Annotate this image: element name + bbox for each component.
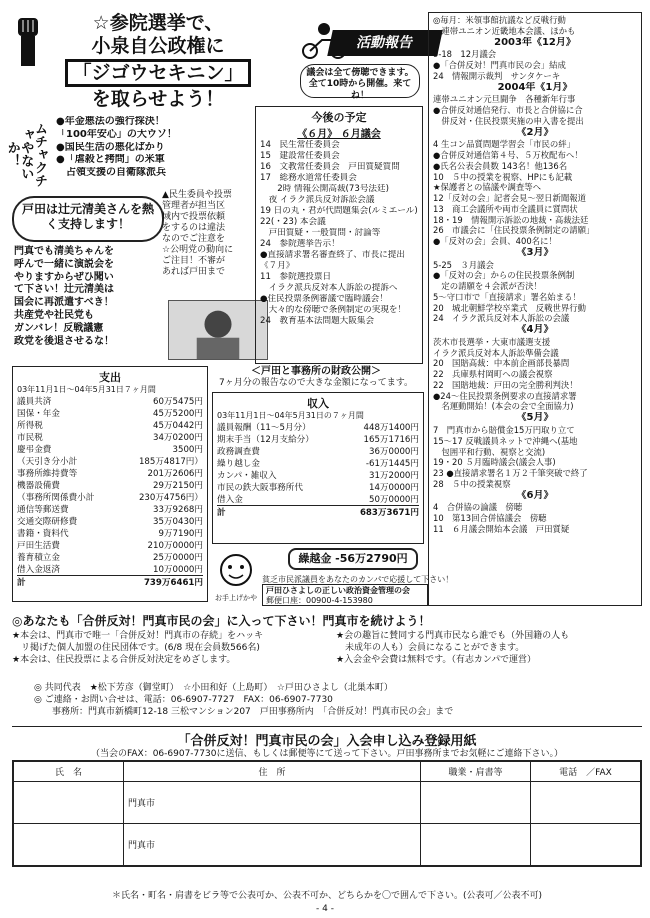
col-address: 住 所 (124, 762, 421, 782)
finance-label: 市民の鉄大阪事務所代 (217, 483, 303, 494)
finance-row (17, 467, 203, 479)
log-heading: 《2月》 (516, 126, 554, 138)
finance-amount: 50万0000円 (369, 495, 419, 506)
log-item: 名運動開始！(本会の会で全面協力) (433, 401, 574, 412)
finance-row (17, 455, 203, 467)
finance-amount: 185万4817円） (138, 457, 203, 468)
log-item: 4 生コン品質問題学習会「市民の絆」 (433, 139, 575, 150)
finance-amount: 34万0200円 (153, 433, 203, 444)
log-item: 茨木市長選挙・大東市議選支援 (433, 336, 551, 347)
log-item: 15～17 反戦議員ネットで沖縄へ(基地 (433, 435, 578, 446)
schedule-box (255, 106, 423, 364)
schedule-item: 24 参院選挙告示！ (260, 239, 340, 249)
log-item: ●氏名公表会員数 143名！他136名 (433, 160, 568, 171)
schedule-item: 22(・23) 本会議 (260, 217, 326, 227)
finance-label: （天引き分小計 (17, 457, 78, 468)
headline-line: を取らせよう！ (91, 88, 225, 111)
mascot-label: お手上げかや (215, 594, 257, 602)
log-item: 連帯ユニオン元旦闘争 各種新年行事 (433, 94, 576, 105)
finance-label: （事務所関係費小計 (17, 493, 95, 504)
income-table (212, 392, 424, 544)
finance-amount: 165万1716円 (363, 435, 419, 446)
form-footnote: ＊氏名・町名・肩書をビラ等で公表可か、公表不可か、どちらかを〇で囲んで下さい。(公表可／公表不可) (111, 891, 543, 901)
log-item: 4 合併協の論議 傍聴 (433, 502, 523, 513)
log-item: 22 兵庫県村岡町への議会視察 (433, 369, 553, 380)
headline-line: 小泉自公政権に (91, 34, 225, 57)
finance-label: 市民税 (17, 433, 43, 444)
finance-label: 交通交際研修費 (17, 517, 78, 528)
slogan-item: ●「虐殺と拷問」の米軍 (56, 154, 165, 166)
schedule-item: 戸田質疑・一般質問・討論等 (260, 228, 381, 238)
log-item: 23 ●直接請求署名１万２千筆突破で終了 (433, 468, 588, 479)
log-item: 定の請願を４会派が否決！ (433, 281, 542, 292)
mascot (214, 550, 258, 604)
fund-box (262, 584, 428, 606)
log-item: 19・20 ５月臨時議会(議会人事) (433, 457, 556, 468)
photo-note: ▲民生委員や投票 管理者が担当区 域内で投票依頼 をするのは違法 なのでご注意を ☆公明党の動向に ご注目！不審が あれば戸田まで (162, 190, 234, 277)
finance-row (17, 539, 203, 551)
log-item: 28 ５中の授業視察 (433, 478, 511, 489)
log-item: 7 門真市から賠償金15万円取り立て (433, 425, 575, 436)
fund-name: 戸田ひさよしの正しい政治資金管理の会 (266, 586, 410, 595)
log-item: ●「反対の会」からの住民投票条例制 (433, 270, 575, 281)
contact-info: ◎ ご連絡・お問い合せは、電話：06-6907-7727 FAX：06-6907-7730 事務所：門真市新橋町12-18 三松マンション207 戸田事務所内 「合併反対！門真市民の会」まで (34, 695, 454, 718)
portrait-photo (168, 300, 268, 360)
phone-field[interactable] (531, 824, 641, 866)
schedule-item: 19 日の丸・君が代問題集会(ルミエール) (260, 206, 418, 216)
finance-amount: 210万0000円 (147, 541, 203, 552)
schedule-item: ●直接請求署名審査終了、市長に提出 (260, 250, 405, 260)
schedule-item: 11 参院選投票日 (260, 272, 332, 282)
occupation-field[interactable] (421, 782, 531, 824)
finance-label: 養育積立金 (17, 553, 60, 564)
log-item: 5-25 ３月議会 (433, 259, 494, 270)
finance-row (17, 551, 203, 563)
schedule-item: 24 教育基本法問題大阪集会 (260, 316, 375, 326)
activity-log (428, 12, 642, 606)
finance-amount: 683万3671円 (359, 508, 419, 519)
finance-title: ＜戸田と事務所の財政公開＞ (251, 366, 381, 377)
schedule-item: 15 建設常任委員会 (260, 151, 340, 161)
log-item: 9-18 12月議会 (433, 49, 497, 60)
finance-label: 借入金返済 (17, 565, 60, 576)
finance-label: 期末手当（12月支給分） (217, 435, 314, 446)
finance-row (217, 469, 419, 481)
balance-carryover: 繰越金 -56万2790円 (288, 548, 418, 570)
log-item: ◎毎月：米領事館抗議など反戦行動 (433, 15, 566, 25)
finance-row (17, 563, 203, 575)
schedule-item: 大々的な傍聴で条例制定の実現を！ (260, 305, 407, 315)
finance-row (217, 445, 419, 457)
form-title: 「合併反対！門真市民の会」入会申し込み登録用紙 (12, 726, 642, 749)
occupation-field[interactable] (421, 824, 531, 866)
finance-row (17, 527, 203, 539)
log-item: イラク派兵反対本人訴訟準備会議 (433, 347, 559, 358)
finance-label: 政務調査費 (217, 447, 260, 458)
finance-amount: 448万1400円 (363, 423, 419, 434)
visitor-note: 議会は全て傍聴できます。全て10時から開催。来てね！ (300, 64, 420, 98)
finance-amount: 230万4756円） (138, 493, 203, 504)
schedule-item: 14 民生常任委員会 (260, 140, 340, 150)
log-item: ●「反対の会」会員、400名に！ (433, 236, 557, 247)
finance-label: カンパ・雑収入 (217, 471, 277, 482)
finance-note: 7ヶ月分の報告なので大きな金額になってます。 (218, 378, 413, 388)
finance-amount: 3500円 (172, 445, 203, 456)
log-item: ●「合併反対！門真市民の会」結成 (433, 60, 566, 71)
log-item: 26 市議会に「住民投票条例制定の請願」 (433, 225, 595, 236)
finance-row (17, 479, 203, 491)
finance-label: 議員共済 (17, 397, 52, 408)
slogan-item: ●年金悪法の強行採決！ (56, 116, 165, 127)
slogan-list (56, 116, 202, 180)
log-item: 13 商工会議所や両市全議員に質問状 (433, 203, 578, 214)
finance-amount: 45万5200円 (153, 409, 203, 420)
finance-amount: 201万2606円 (147, 469, 203, 480)
finance-row (17, 431, 203, 443)
log-item: 22 国賠地裁：戸田の完全勝利判決！ (433, 379, 578, 390)
join-heading: ◎あなたも「合併反対！門真市民の会」に入って下さい！門真市を続けよう！ (12, 614, 431, 628)
finance-label: 慶弔金費 (17, 445, 52, 456)
finance-amount: 45万0442円 (153, 421, 203, 432)
finance-amount: 14万0000円 (369, 483, 419, 494)
finance-row (17, 419, 203, 431)
income-title: 収入 (307, 397, 329, 410)
slogan-item: ●国民生活の悪化ばかり (56, 141, 165, 153)
log-item: 連帯ユニオン近畿地本会議、ほかも (433, 25, 576, 36)
finance-label: 戸田生活費 (17, 541, 60, 552)
expense-rows (17, 395, 203, 588)
log-heading: 《3月》 (516, 246, 554, 258)
schedule-item: 16 文教常任委員会 戸田質疑質問 (260, 162, 400, 172)
schedule-item: 《７月》 (260, 261, 295, 271)
raised-fist-icon (10, 14, 46, 70)
log-item: ●合併反対通信発行、市長と合併協に合 (433, 105, 583, 116)
address-field[interactable] (124, 782, 421, 824)
finance-label: 書籍・資料代 (17, 529, 69, 540)
log-item: 10 第13回合併協議会 傍聴 (433, 513, 547, 524)
log-item: 11 ６月議会開始本会議 戸田質疑 (433, 523, 570, 534)
name-field[interactable] (14, 824, 124, 866)
registration-form (12, 760, 642, 867)
schedule-item: 夜 イラク派兵反対訴訟会議 (260, 195, 375, 205)
col-name: 氏 名 (14, 762, 124, 782)
finance-row (217, 481, 419, 493)
finance-label: 機器設備費 (17, 481, 60, 492)
expense-period: 03年11月1日～04年5月31日７ヶ月間 (17, 385, 156, 394)
finance-amount: 739万6461円 (143, 578, 203, 589)
headline-line: 「ジゴウセキニン」 (65, 59, 250, 88)
finance-amount: -61万1445円 (365, 459, 419, 470)
city-prefix: 門真市 (128, 799, 156, 809)
col-phone: 電話 ／FAX (531, 762, 641, 782)
form-send-note: （当会のFAX：06-6907-7730に送信、もしくは郵便等にて送って下さい。戸田事務所までお気軽にご連絡下さい。） (91, 749, 563, 759)
log-item: 包囲平和行動、視察と交流) (433, 446, 546, 457)
log-item: 5～守口市で「直接請求」署名始まる！ (433, 291, 581, 302)
col-occupation: 職業・肩書等 (421, 762, 531, 782)
finance-label: 所得税 (17, 421, 43, 432)
schedule-list (260, 140, 418, 327)
log-heading: 《6月》 (516, 489, 554, 501)
join-notes-right: ★会の趣旨に賛同する門真市民なら誰でも（外国籍の人も 未成年の人も）会員になることができます。 ★入会金や会費は無料です。（有志カンパで運営） (336, 631, 570, 666)
finance-row (17, 395, 203, 407)
finance-label: 事務所維持費等 (17, 469, 78, 480)
log-item: 10 ５中の授業を視察、HPにも記載 (433, 171, 573, 182)
finance-amount: 33万9268円 (153, 505, 203, 516)
log-item: 24 情報開示裁判 サンタケーキ (433, 70, 561, 81)
schedule-item: イラク派兵反対本人訴訟の提訴へ (260, 283, 398, 293)
expense-table (12, 366, 208, 602)
log-item: 併反対・住民投票実施の申入書を提出 (433, 115, 584, 126)
finance-amount: 25万0000円 (153, 553, 203, 564)
finance-row (217, 505, 419, 518)
finance-row (17, 491, 203, 503)
log-item: ●24～住民投票条例要求の直接請求署 (433, 390, 577, 401)
city-prefix: 門真市 (128, 841, 156, 851)
finance-row (17, 575, 203, 588)
slogan-side: ムチャクチャやないか！ (4, 121, 47, 187)
finance-row (217, 493, 419, 505)
finance-label: 国保・年金 (17, 409, 60, 420)
finance-amount: 36万0000円 (369, 447, 419, 458)
headline-line: ☆参院選挙で、 (92, 12, 224, 34)
schedule-title: 今後の予定 (311, 111, 367, 124)
finance-label: 借入金 (217, 495, 243, 506)
log-heading: 《5月》 (516, 412, 554, 424)
finance-row (217, 421, 419, 433)
slogan-item: 占領支援の自衛隊派兵 (56, 167, 166, 179)
support-cloud: 戸田は辻元清美さんを熱く支持します！ (12, 196, 164, 242)
log-item: ●合併反対通信第４号、５万枚配布へ！ (433, 150, 583, 161)
schedule-item: ●住民投票条例審議で臨時議会！ (260, 294, 388, 304)
log-item: 12「反対の会」記者会見～翌日新聞報道 (433, 193, 587, 204)
representatives: ◎ 共同代表 ★松下芳彦（御堂町） ☆小田和好（上島町） ☆戸田ひさよし（北巣本町） (34, 683, 393, 693)
schedule-month: 《６月》 ６月議会 (297, 129, 381, 140)
report-title: 活動報告 (327, 30, 443, 56)
finance-row (17, 443, 203, 455)
expense-title: 支出 (99, 371, 121, 384)
finance-row (17, 503, 203, 515)
log-item: 24 イラク派兵反対本人訴訟の会議 (433, 313, 570, 324)
log-item: 18・19 情報開示訴訟の地裁・高裁法廷 (433, 214, 589, 225)
finance-label: 計 (17, 578, 26, 589)
slogan-item: 「100年安心」の大ウソ！ (56, 128, 177, 140)
log-heading: 2003年《12月》 (494, 36, 576, 48)
schedule-item: 2時 情報公開高裁(73号法廷) (260, 184, 389, 194)
join-notes-left: ★本会は、門真市で唯一「合併反対！門真市の存続」をハッキ リ掲げた個人加盟の住民団体です。(6/8 現在会員数566名) ★本会は、住民投票による合併反対決定をめざします。 (12, 631, 264, 666)
mascot-icon (214, 550, 258, 590)
finance-row (217, 433, 419, 445)
finance-row (17, 407, 203, 419)
postal-account: 郵便口座：00900-4-153980 (266, 596, 373, 606)
finance-amount: 31万2000円 (369, 471, 419, 482)
finance-label: 議員報酬（11～5月分） (217, 423, 311, 434)
finance-amount: 60万5475円 (153, 397, 203, 408)
finance-amount: 29万2150円 (153, 481, 203, 492)
finance-label: 通信等郵送費 (17, 505, 69, 516)
address-field[interactable] (124, 824, 421, 866)
finance-amount: 9万7190円 (158, 529, 203, 540)
finance-amount: 10万0000円 (153, 565, 203, 576)
finance-row (217, 457, 419, 469)
page-number: - 4 - (316, 904, 334, 914)
finance-label: 計 (217, 508, 226, 519)
log-heading: 《4月》 (516, 324, 554, 336)
log-item: ★保護者との協議や調査等へ (433, 182, 542, 193)
log-item: 20 城北朝鮮学校卒業式 反戦世界行動 (433, 302, 587, 313)
log-item: 20 国賠高裁：中本前企画部長暴問 (433, 358, 570, 369)
finance-caption: 貧乏市民派議員をあなたのカンパで応援して下さい！ (262, 575, 454, 584)
log-heading: 2004年《1月》 (497, 81, 573, 93)
finance-row (17, 515, 203, 527)
income-period: 03年11月1日～04年5月31日の７ヶ月間 (217, 411, 364, 420)
income-rows (217, 421, 419, 518)
phone-field[interactable] (531, 782, 641, 824)
intro-body: 門真でも清美ちゃんを 呼んで一緒に演説会を やりますからぜひ聞い て下さい！辻元清美は 国会に再派遣すべき！ 共産党や社民党も ガンバレ！反戦議憲 政党を後退させるな！ (14, 246, 114, 347)
name-field[interactable] (14, 782, 124, 824)
finance-amount: 35万0430円 (153, 517, 203, 528)
headline (42, 12, 274, 111)
schedule-item: 17 総務水道常任委員会 (260, 173, 357, 183)
finance-label: 繰り越し金 (217, 459, 260, 470)
